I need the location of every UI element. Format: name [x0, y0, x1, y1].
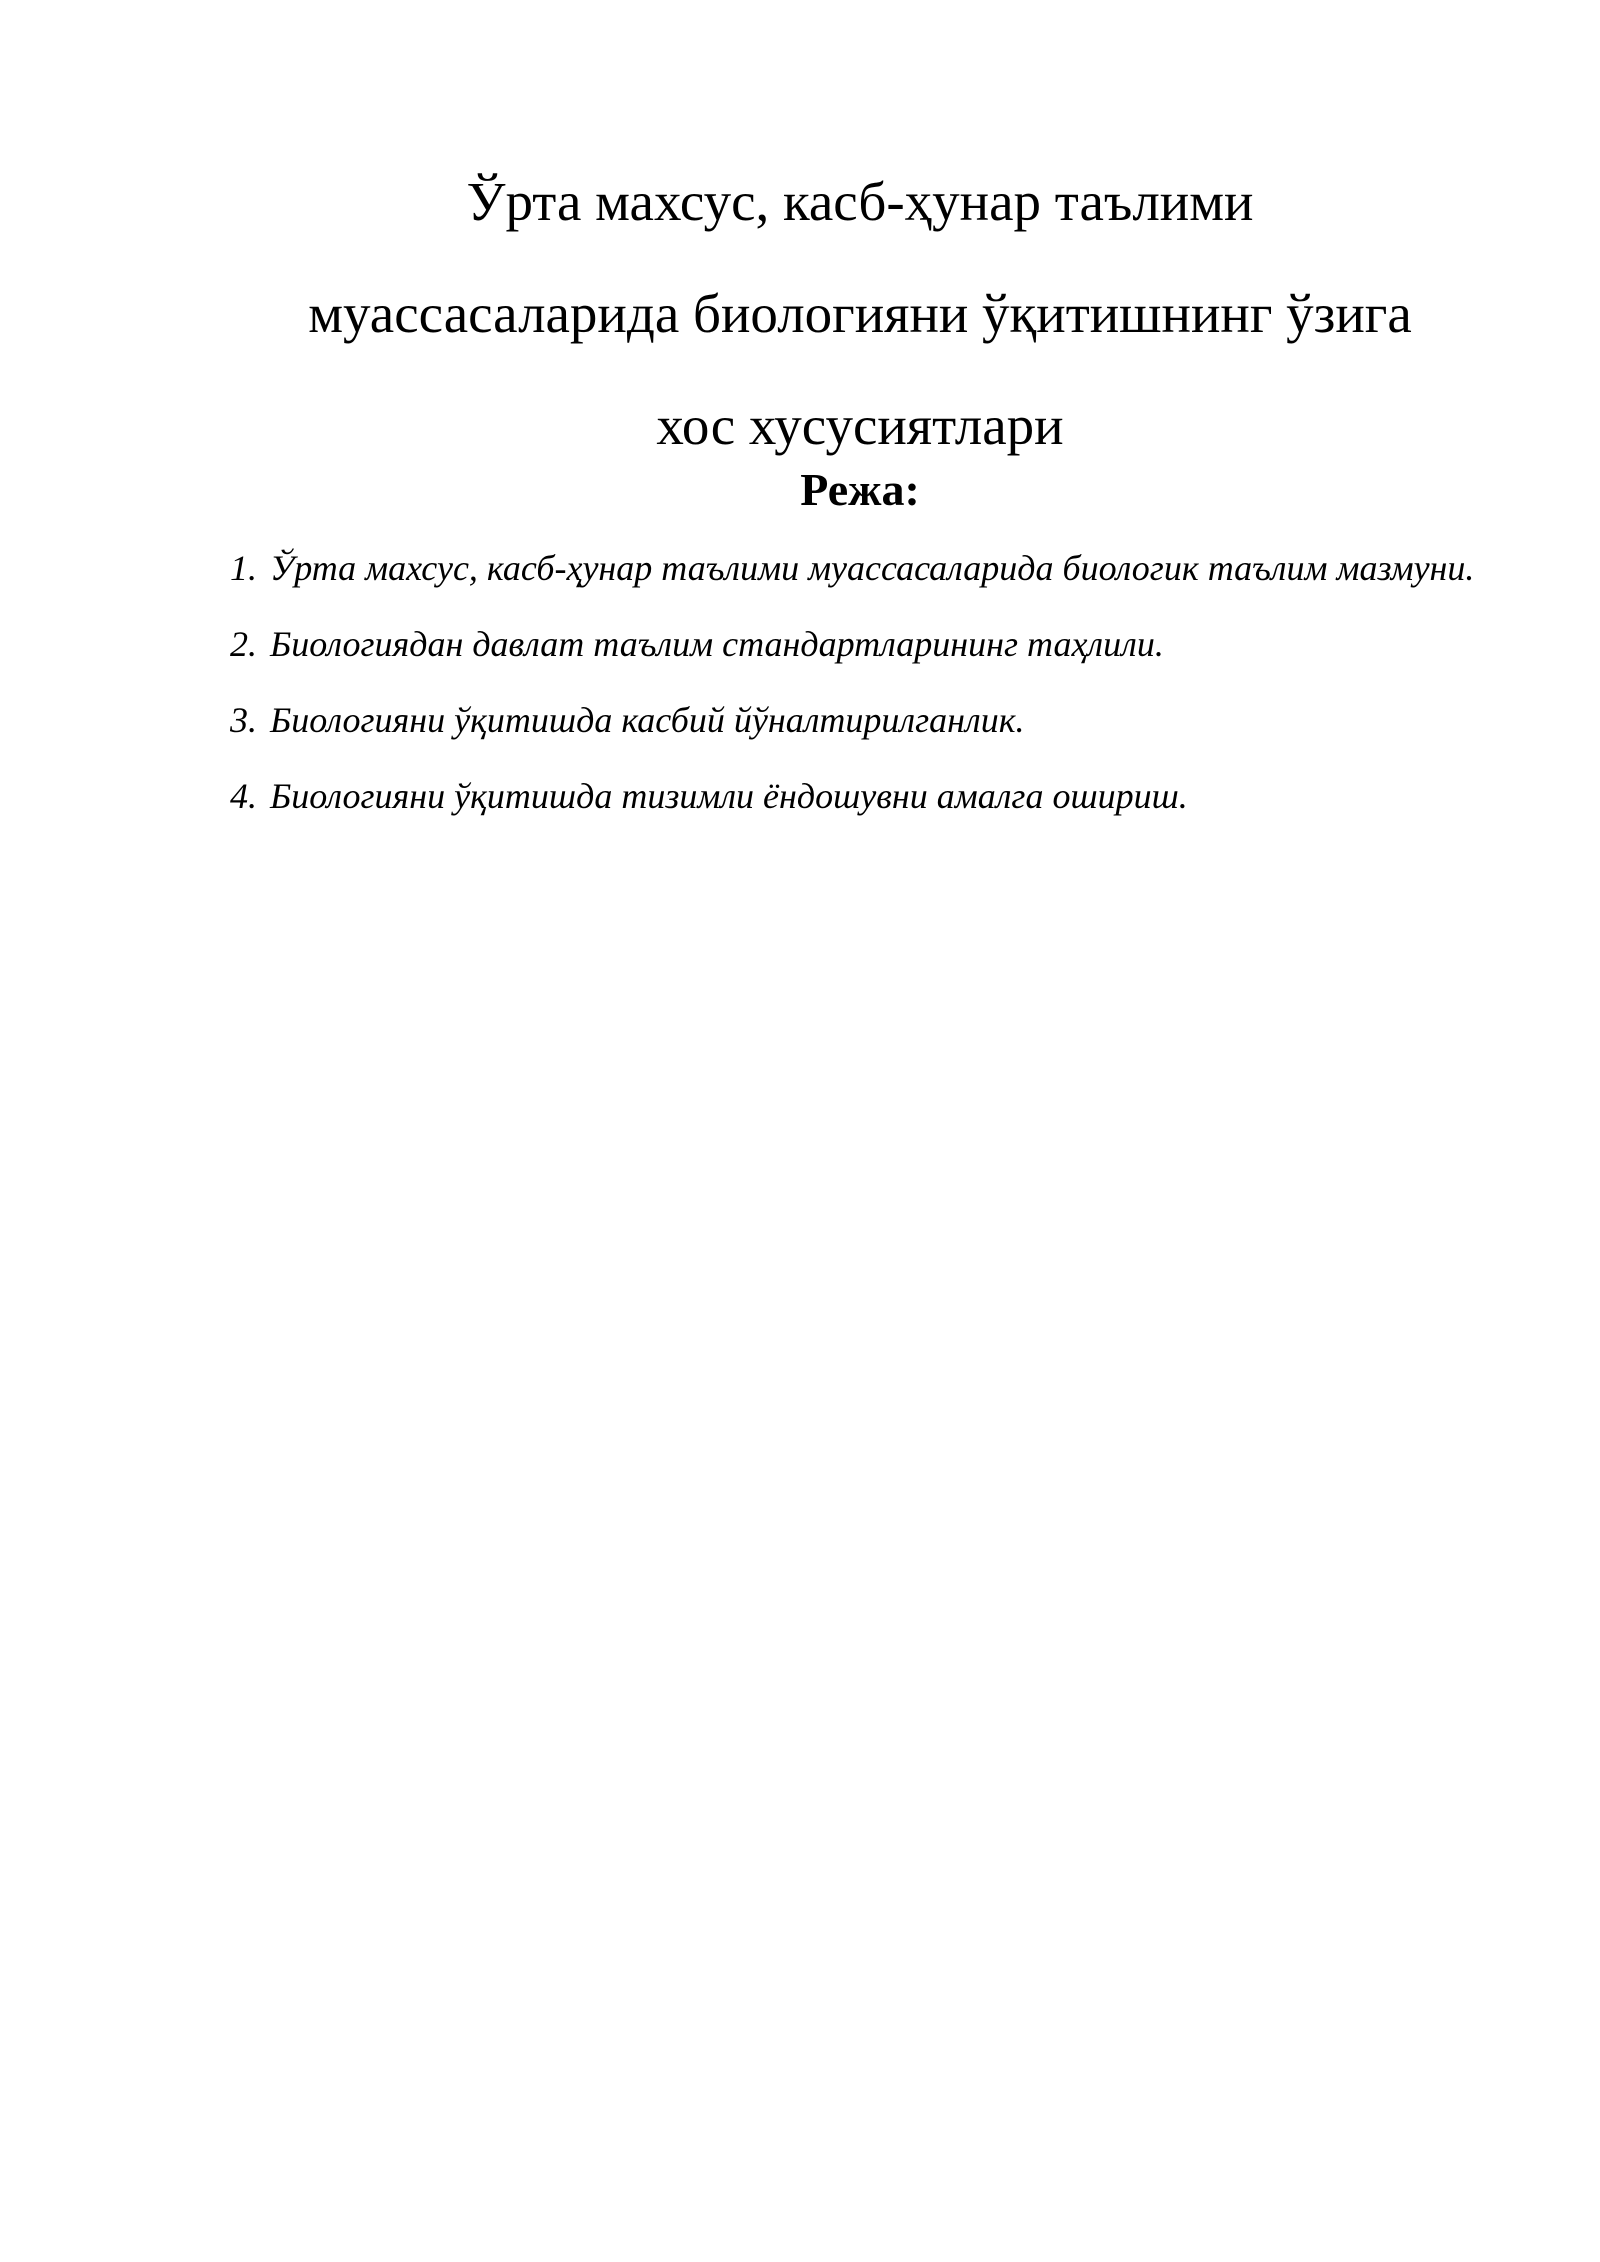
plan-item-number: 1. — [230, 548, 257, 588]
plan-item-text: Ўрта махсус, касб-ҳунар таълими муассасаларида биологик таълим мазмуни. — [270, 548, 1475, 588]
plan-item-text: Биологияни ўқитишда тизимли ёндошувни амалга ошириш. — [270, 776, 1188, 816]
plan-item-text: Биологиядан давлат таълим стандартларининг таҳлили. — [270, 624, 1164, 664]
title-line-2: муассасаларида биологияни ўқитишнинг ўзига — [308, 283, 1412, 344]
plan-item — [230, 682, 1488, 758]
plan-heading: Режа: — [800, 464, 920, 515]
plan-item — [230, 606, 1488, 682]
plan-item-number: 2. — [230, 624, 257, 664]
plan-item — [230, 530, 1488, 606]
title-line-1: Ўрта махсус, касб-ҳунар таълими — [466, 171, 1254, 232]
plan-item-number: 4. — [230, 776, 257, 816]
plan-list — [230, 530, 1488, 834]
title-line-3: хос хусусиятлари — [656, 395, 1064, 456]
plan-item — [230, 758, 1488, 834]
plan-item-text: Биологияни ўқитишда касбий йўналтирилганлик. — [270, 700, 1025, 740]
plan-item-number: 3. — [230, 700, 257, 740]
document-title — [230, 146, 1490, 482]
